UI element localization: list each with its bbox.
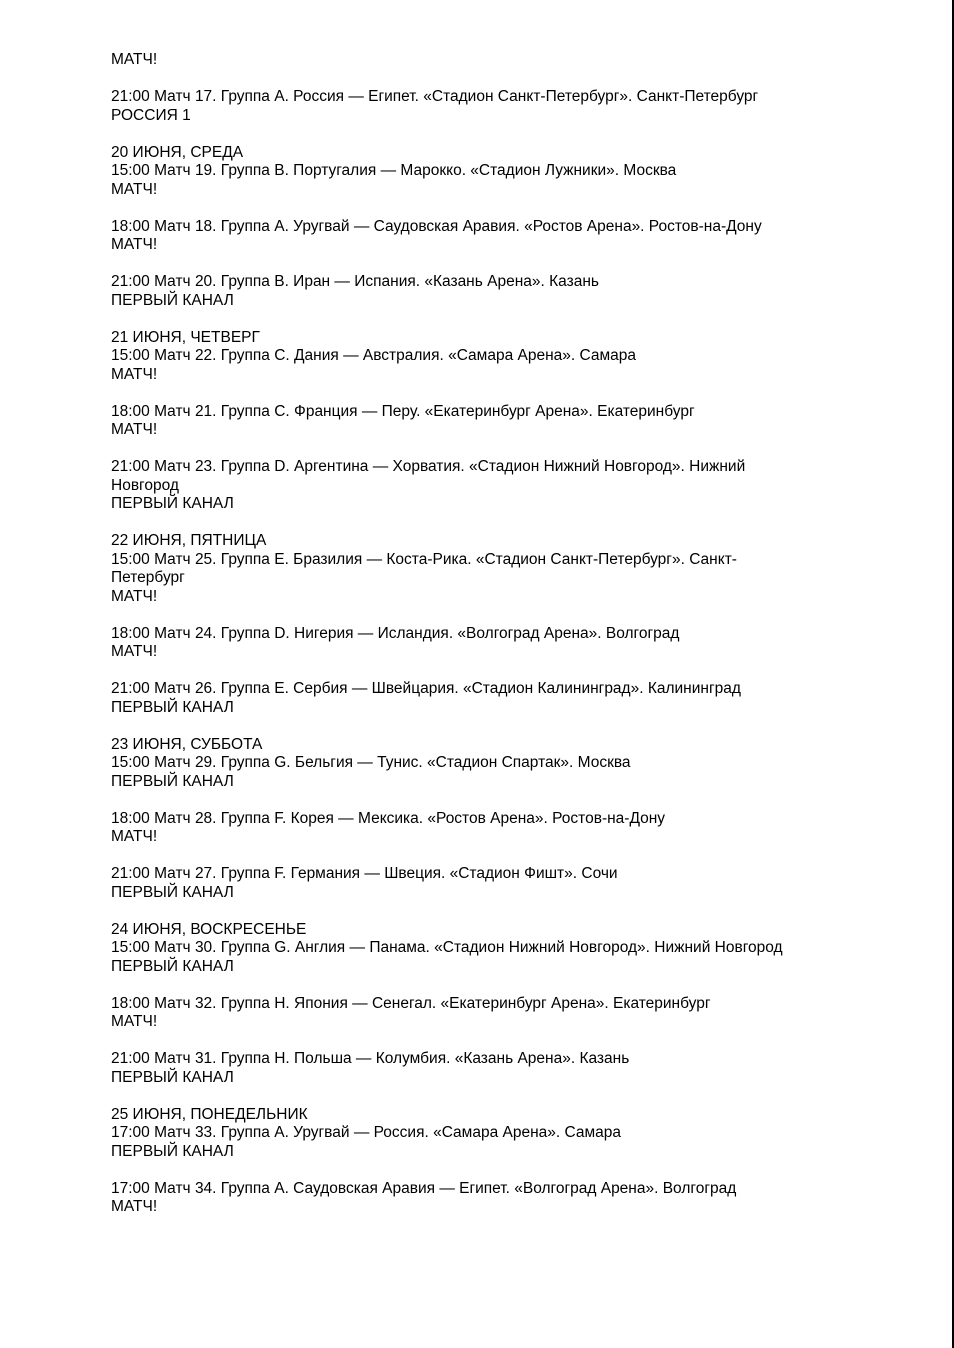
document-line: 15:00 Матч 22. Группа C. Дания — Австралия. «Самара Арена». Самара bbox=[111, 347, 637, 364]
blank-line bbox=[111, 514, 831, 533]
document-line: МАТЧ! bbox=[111, 51, 158, 68]
blank-line bbox=[111, 1087, 831, 1106]
document-body bbox=[111, 51, 831, 1217]
blank-line bbox=[111, 902, 831, 921]
blank-line bbox=[111, 384, 831, 403]
document-line: 18:00 Матч 18. Группа А. Уругвай — Саудовская Аравия. «Ростов Арена». Ростов-на-Дону bbox=[111, 217, 762, 235]
blank-line bbox=[111, 1032, 831, 1051]
document-line: ПЕРВЫЙ КАНАЛ bbox=[111, 291, 234, 309]
blank-line bbox=[111, 440, 831, 459]
document-line: 21:00 Матч 26. Группа E. Сербия — Швейцария. «Стадион Калининград». Калининград bbox=[111, 680, 741, 697]
document-line: 17:00 Матч 34. Группа А. Саудовская Аравия — Египет. «Волгоград Арена». Волгоград bbox=[111, 1179, 737, 1197]
blank-line bbox=[111, 976, 831, 995]
document-line: ПЕРВЫЙ КАНАЛ bbox=[111, 883, 234, 901]
blank-line bbox=[111, 125, 831, 144]
document-line: ПЕРВЫЙ КАНАЛ bbox=[111, 698, 234, 716]
blank-line bbox=[111, 847, 831, 866]
document-line: РОССИЯ 1 bbox=[111, 106, 191, 124]
blank-line bbox=[111, 199, 831, 218]
document-line: ПЕРВЫЙ КАНАЛ bbox=[111, 495, 234, 512]
document-line: МАТЧ! bbox=[111, 587, 158, 605]
document-line: МАТЧ! bbox=[111, 1013, 158, 1030]
blank-line bbox=[111, 1161, 831, 1180]
document-line: МАТЧ! bbox=[111, 828, 158, 845]
document-line: 20 ИЮНЯ, СРЕДА bbox=[111, 143, 244, 161]
document-line: ПЕРВЫЙ КАНАЛ bbox=[111, 772, 234, 790]
document-line: 25 ИЮНЯ, ПОНЕДЕЛЬНИК bbox=[111, 1105, 308, 1123]
document-line: 22 ИЮНЯ, ПЯТНИЦА bbox=[111, 532, 267, 549]
document-line: 15:00 Матч 30. Группа G. Англия — Панама. «Стадион Нижний Новгород». Нижний Новгород bbox=[111, 939, 783, 956]
blank-line bbox=[111, 662, 831, 681]
document-line: 24 ИЮНЯ, ВОСКРЕСЕНЬЕ bbox=[111, 920, 307, 938]
blank-line bbox=[111, 255, 831, 274]
document-line: 21:00 Матч 20. Группа B. Иран — Испания. «Казань Арена». Казань bbox=[111, 273, 599, 290]
document-line: 17:00 Матч 33. Группа А. Уругвай — Россия. «Самара Арена». Самара bbox=[111, 1124, 622, 1141]
document-line: 18:00 Матч 28. Группа F. Корея — Мексика. «Ростов Арена». Ростов-на-Дону bbox=[111, 809, 666, 827]
document-line: 21 ИЮНЯ, ЧЕТВЕРГ bbox=[111, 328, 260, 346]
document-line: 23 ИЮНЯ, СУББОТА bbox=[111, 735, 263, 753]
document-line: 18:00 Матч 21. Группа C. Франция — Перу. «Екатеринбург Арена». Екатеринбург bbox=[111, 402, 695, 420]
document-line: Новгород bbox=[111, 476, 179, 494]
document-line: 15:00 Матч 29. Группа G. Бельгия — Тунис. «Стадион Спартак». Москва bbox=[111, 754, 631, 771]
blank-line bbox=[111, 70, 831, 89]
document-line: 21:00 Матч 31. Группа H. Польша — Колумбия. «Казань Арена». Казань bbox=[111, 1050, 630, 1067]
blank-line bbox=[111, 717, 831, 736]
blank-line bbox=[111, 791, 831, 810]
document-line: 15:00 Матч 25. Группа E. Бразилия — Коста-Рика. «Стадион Санкт-Петербург». Санкт- bbox=[111, 550, 737, 568]
document-line: 21:00 Матч 23. Группа D. Аргентина — Хорватия. «Стадион Нижний Новгород». Нижний bbox=[111, 458, 746, 475]
document-line: 15:00 Матч 19. Группа B. Португалия — Марокко. «Стадион Лужники». Москва bbox=[111, 162, 677, 179]
blank-line bbox=[111, 310, 831, 329]
document-line: МАТЧ! bbox=[111, 421, 158, 438]
document-line: 21:00 Матч 17. Группа А. Россия — Египет. «Стадион Санкт-Петербург». Санкт-Петербург bbox=[111, 88, 759, 105]
document-line: 18:00 Матч 24. Группа D. Нигерия — Исландия. «Волгоград Арена». Волгоград bbox=[111, 624, 680, 642]
document-line: Петербург bbox=[111, 569, 185, 586]
document-line: ПЕРВЫЙ КАНАЛ bbox=[111, 1142, 234, 1160]
document-line: МАТЧ! bbox=[111, 643, 158, 660]
document-line: МАТЧ! bbox=[111, 180, 158, 198]
document-line: 18:00 Матч 32. Группа H. Япония — Сенегал. «Екатеринбург Арена». Екатеринбург bbox=[111, 994, 711, 1012]
document-line: 21:00 Матч 27. Группа F. Германия — Швеция. «Стадион Фишт». Сочи bbox=[111, 865, 618, 882]
document-line: ПЕРВЫЙ КАНАЛ bbox=[111, 1068, 234, 1086]
document-line: ПЕРВЫЙ КАНАЛ bbox=[111, 957, 234, 975]
document-line: МАТЧ! bbox=[111, 236, 158, 253]
document-line: МАТЧ! bbox=[111, 365, 158, 383]
blank-line bbox=[111, 606, 831, 625]
document-line: МАТЧ! bbox=[111, 1198, 158, 1215]
